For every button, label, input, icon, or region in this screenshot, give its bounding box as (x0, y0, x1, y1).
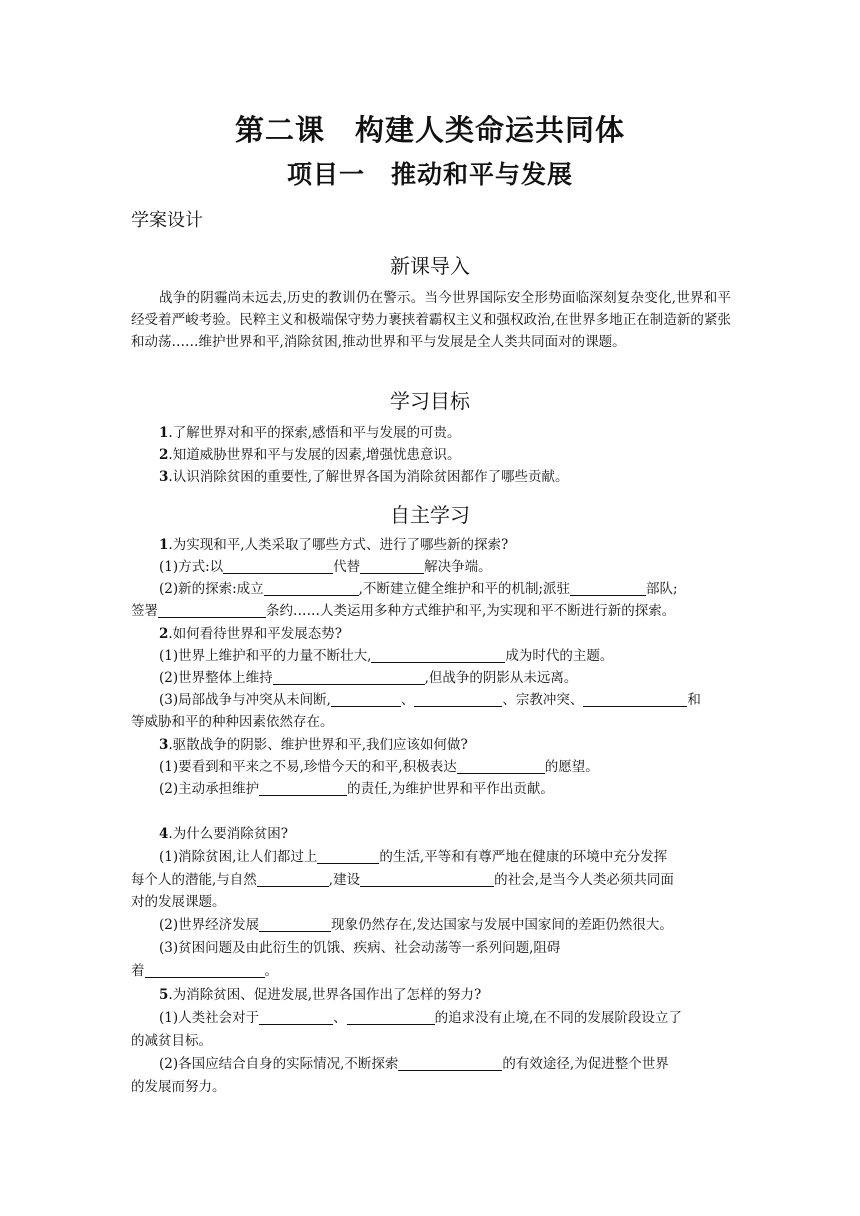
goal-item-3: 3.认识消除贫困的重要性,了解世界各国为消除贫困都作了哪些贡献。 (159, 469, 569, 485)
answer-blank[interactable] (583, 692, 687, 707)
answer-blank[interactable] (360, 872, 494, 887)
answer-blank[interactable] (371, 648, 505, 663)
intro-paragraph: 战争的阴霾尚未远去,历史的教训仍在警示。当今世界国际安全形势面临深刻复杂变化,世界和平经受着严峻考验。民粹主义和极端保守势力裹挟着霸权主义和强权政治,在世界多地正在制造新的紧张和动荡……维护世界和平,消除贫困,推动世界和平与发展是全人类共同面对的课题。 (131, 290, 731, 350)
question-4-part-1: (1)消除贫困,让人们都过上 的生活,平等和有尊严地在健康的环境中充分发挥 (159, 849, 668, 865)
answer-blank[interactable] (360, 559, 424, 574)
page-subtitle: 项目一 推动和平与发展 (286, 160, 573, 189)
answer-blank[interactable] (259, 781, 347, 796)
goal-item-2: 2.知道威胁世界和平与发展的因素,增强忧患意识。 (159, 447, 461, 463)
page-title: 第二课 构建人类命运共同体 (234, 113, 625, 147)
question-5-part-1: (1)人类社会对于 、 的追求没有止境,在不同的发展阶段设立了 (159, 1010, 682, 1026)
question-2-part-1: (1)世界上维护和平的力量不断壮大, 成为时代的主题。 (159, 648, 614, 664)
answer-blank[interactable] (457, 759, 545, 774)
answer-blank[interactable] (257, 872, 329, 887)
question-2-part-2: (2)世界整体上维持 ,但战争的阴影从未远离。 (159, 670, 578, 686)
intro-heading: 新课导入 (390, 254, 470, 278)
question-1-part-2-continued: 签署 条约……人类运用多种方式维护和平,为实现和平不断进行新的探索。 (131, 603, 676, 619)
question-1-part-1: (1)方式:以 代替 解决争端。 (159, 559, 492, 575)
question-5-part-2-continued: 的发展而努力。 (131, 1079, 226, 1095)
section-label: 学案设计 (131, 210, 203, 231)
question-1-part-2: (2)新的探索:成立 ,不断建立健全维护和平的机制;派驻 部队; (159, 581, 678, 597)
question-3: 3.驱散战争的阴影、维护世界和平,我们应该如何做? (159, 737, 468, 753)
answer-blank[interactable] (273, 670, 425, 685)
question-5-part-2: (2)各国应结合自身的实际情况,不断探索 的有效途径,为促进整个世界 (159, 1056, 669, 1072)
answer-blank[interactable] (317, 849, 379, 864)
answer-blank[interactable] (259, 917, 331, 932)
question-4-part-1-continued: 每个人的潜能,与自然 ,建设 的社会,是当今人类必须共同面 (131, 872, 674, 888)
answer-blank[interactable] (414, 692, 502, 707)
answer-blank[interactable] (398, 1056, 502, 1071)
answer-blank[interactable] (570, 581, 646, 596)
question-1: 1.为实现和平,人类采取了哪些方式、进行了哪些新的探索? (159, 537, 509, 553)
goals-heading: 学习目标 (390, 389, 470, 413)
answer-blank[interactable] (264, 581, 359, 596)
question-5-part-1-continued: 的减贫目标。 (131, 1033, 212, 1049)
question-2-part-3: (3)局部战争与冲突从未间断, 、 、宗教冲突、 和 (159, 692, 701, 708)
study-heading: 自主学习 (390, 503, 470, 527)
question-4-part-2: (2)世界经济发展 现象仍然存在,发达国家与发展中国家间的差距仍然很大。 (159, 917, 673, 933)
answer-blank[interactable] (259, 1010, 333, 1025)
question-2-part-3-continued: 等威胁和平的种种因素依然存在。 (131, 714, 334, 730)
question-3-part-2: (2)主动承担维护 的责任,为维护世界和平作出贡献。 (159, 781, 554, 797)
question-4-part-3: (3)贫困问题及由此衍生的饥饿、疾病、社会动荡等一系列问题,阻碍 (159, 940, 561, 956)
answer-blank[interactable] (331, 692, 401, 707)
answer-blank[interactable] (347, 1010, 435, 1025)
answer-blank[interactable] (145, 963, 265, 978)
question-2: 2.如何看待世界和平发展态势? (159, 626, 342, 642)
goal-item-1: 1.了解世界对和平的探索,感悟和平与发展的可贵。 (159, 425, 461, 441)
answer-blank[interactable] (158, 603, 266, 618)
question-5: 5.为消除贫困、促进发展,世界各国作出了怎样的努力? (159, 987, 482, 1003)
question-4-part-3-continued: 着 。 (131, 963, 278, 979)
question-4: 4.为什么要消除贫困? (159, 826, 288, 842)
question-4-part-1-end: 对的发展课题。 (131, 894, 226, 910)
question-3-part-1: (1)要看到和平来之不易,珍惜今天的和平,积极表达 的愿望。 (159, 759, 599, 775)
answer-blank[interactable] (223, 559, 333, 574)
